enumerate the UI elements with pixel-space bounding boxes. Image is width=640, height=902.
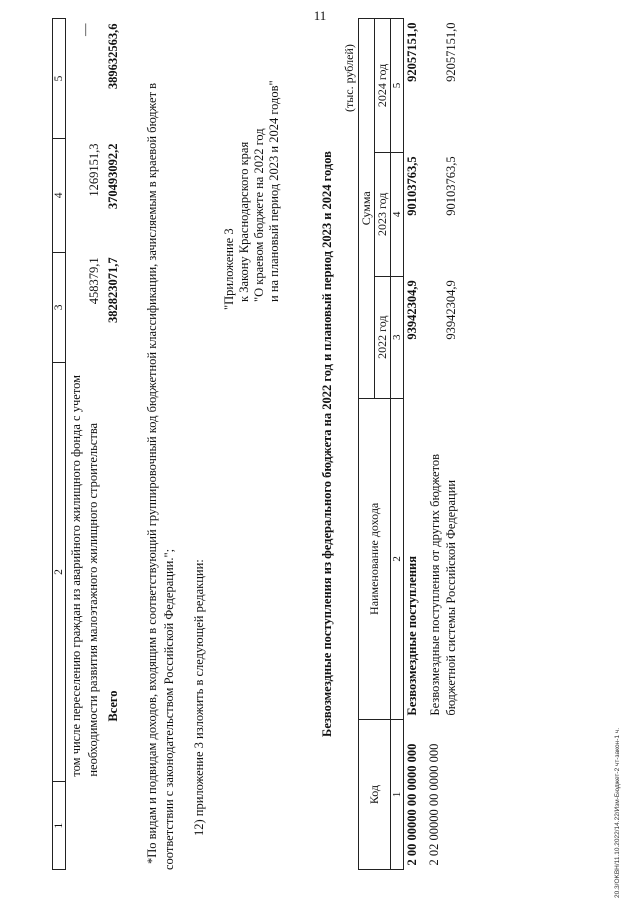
column-numbers-row — [391, 19, 404, 870]
col-number: 2 — [391, 398, 404, 719]
total-2023: 370493092,2 — [106, 143, 120, 210]
row-name: Безвозмездные поступления — [404, 398, 422, 719]
row-value-2023: 1269151,3 — [87, 143, 101, 197]
row-value-2024: 92057151,0 — [444, 22, 458, 82]
col-number: 3 — [391, 276, 404, 398]
units-label: (тыс. рублей) — [342, 44, 356, 112]
total-label: Всего — [106, 690, 120, 722]
col-number: 1 — [391, 720, 404, 870]
row-value-2022: 93942304,9 — [444, 280, 458, 340]
footer-stamp: 20.3/OKBH/11.10.2022/14.22/Изм-Бюджет-2 чт-закон-1 ч. — [614, 727, 621, 898]
row-code — [66, 782, 105, 870]
row-code: 2 02 00000 00 0000 000 — [427, 743, 441, 866]
row-value-2023: 90103763,5 — [444, 156, 458, 216]
col-number: 1 — [53, 782, 66, 870]
col-number: 4 — [53, 138, 66, 252]
rotated-content — [52, 18, 572, 870]
table-row — [404, 19, 422, 870]
total-2022: 382823071,7 — [106, 257, 120, 323]
row-code: 2 00 00000 00 0000 000 — [404, 720, 422, 870]
row-value-2023: 90103763,5 — [404, 152, 422, 276]
row-name: Безвозмездные поступления от других бюджетов бюджетной системы Российской Федерации — [428, 453, 458, 716]
col-number: 5 — [391, 19, 404, 153]
total-2024: 389632563,6 — [106, 23, 120, 90]
header-name: Наименование дохода — [359, 398, 391, 719]
header-code: Код — [359, 720, 391, 870]
header-2024: 2024 год — [375, 19, 391, 153]
total-code — [104, 782, 123, 870]
header-sum: Сумма — [359, 19, 375, 399]
table-row — [421, 19, 460, 870]
table-row — [66, 19, 105, 870]
table-header-row — [53, 19, 66, 870]
revenue-table — [358, 18, 460, 870]
row-name: том числе переселению граждан из аварийного жилищного фонда с учетом необходимости развития малоэтажного жилищного строительства — [69, 374, 100, 777]
total-row — [104, 19, 123, 870]
row-value-2022: 93942304,9 — [404, 276, 422, 398]
appendix-line: и на плановый период 2023 и 2024 годов" — [267, 80, 281, 302]
appendix-line: к Закону Краснодарского края — [237, 141, 251, 302]
col-number: 4 — [391, 152, 404, 276]
footnote: *По видам и подвидам доходов, входящим в соответствующий группировочный код бюджетной классификации, зачисляемым в краевой бюджет в соответствии с законодательством Российской Федерации."; — [145, 82, 176, 870]
row-value-2024: 92057151,0 — [404, 19, 422, 153]
appendix-line: "Приложение 3 — [222, 228, 236, 310]
header-2023: 2023 год — [375, 152, 391, 276]
row-value-2022: 458379,1 — [87, 257, 101, 305]
appendix-heading — [222, 20, 282, 310]
document-title: Безвозмездные поступления из федерального бюджета на 2022 год и плановый период 2023 и 2024 годов — [320, 151, 334, 737]
amendment-item: 12) приложение 3 изложить в следующей редакции: — [192, 559, 206, 836]
row-value-2024: — — [77, 23, 92, 36]
page-number: 11 — [313, 8, 327, 23]
appendix-line: "О краевом бюджете на 2022 год — [252, 128, 266, 302]
col-number: 3 — [53, 252, 66, 362]
col-number: 5 — [53, 19, 66, 139]
continuation-table — [52, 18, 123, 870]
header-2022: 2022 год — [375, 276, 391, 398]
table-header-row — [359, 19, 375, 870]
col-number: 2 — [53, 362, 66, 781]
